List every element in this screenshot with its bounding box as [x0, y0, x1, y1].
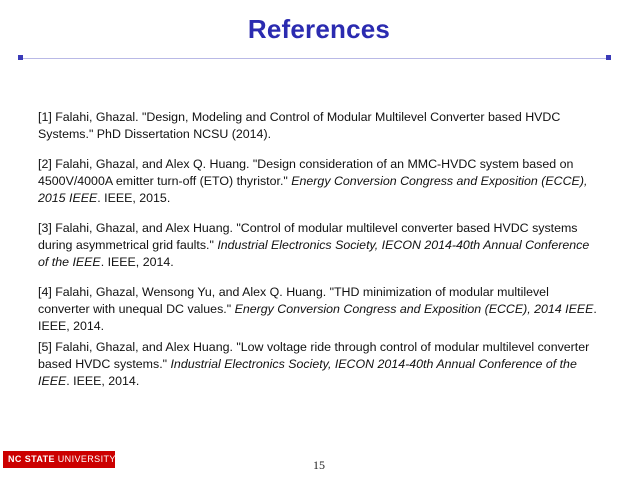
reference-venue: Industrial Electronics Society, IECON 2014-40th Annual Conference of the IEEE: [38, 238, 590, 269]
logo-normal-text: UNIVERSITY: [54, 454, 116, 464]
reference-item-2: [38, 156, 600, 207]
reference-list: [38, 109, 600, 403]
reference-year: . IEEE, 2014.: [38, 302, 597, 333]
page-number: 15: [313, 458, 325, 472]
divider-left-square: [18, 55, 23, 60]
divider-right-square: [606, 55, 611, 60]
reference-text: [4] Falahi, Ghazal, Wensong Yu, and Alex Q. Huang. "THD minimization of modular multilevel converter with unequal DC values.": [38, 285, 549, 316]
reference-item-4: [38, 284, 600, 335]
reference-year: . IEEE, 2015.: [97, 191, 171, 205]
reference-text: [5] Falahi, Ghazal, and Alex Huang. "Low voltage ride through control of modular multilevel converter based HVDC systems.": [38, 340, 590, 371]
reference-venue: Industrial Electronics Society, IECON 2014-40th Annual Conference of the IEEE: [38, 357, 577, 388]
logo-bold-text: NC STATE: [8, 454, 55, 464]
reference-item-1: [38, 109, 600, 143]
reference-year: . IEEE, 2014.: [100, 255, 174, 269]
reference-text: [3] Falahi, Ghazal, and Alex Huang. "Control of modular multilevel converter based HVDC systems during asymmetrical grid faults.": [38, 221, 578, 252]
reference-venue: Energy Conversion Congress and Exposition (ECCE), 2014 IEEE: [234, 302, 594, 316]
title-divider: [20, 58, 608, 59]
reference-year: . IEEE, 2014.: [66, 374, 140, 388]
reference-item-3: [38, 220, 600, 271]
reference-text: [1] Falahi, Ghazal. "Design, Modeling and Control of Modular Multilevel Converter based HVDC Systems." PhD Dissertation NCSU (2014).: [38, 110, 561, 141]
reference-item-5: [38, 339, 600, 390]
reference-text: [2] Falahi, Ghazal, and Alex Q. Huang. "Design consideration of an MMC-HVDC system based on 4500V/4000A emitter turn-off (ETO) thyristor.": [38, 157, 574, 188]
slide-title: References: [247, 14, 391, 44]
reference-venue: Energy Conversion Congress and Exposition (ECCE), 2015 IEEE: [38, 174, 588, 205]
